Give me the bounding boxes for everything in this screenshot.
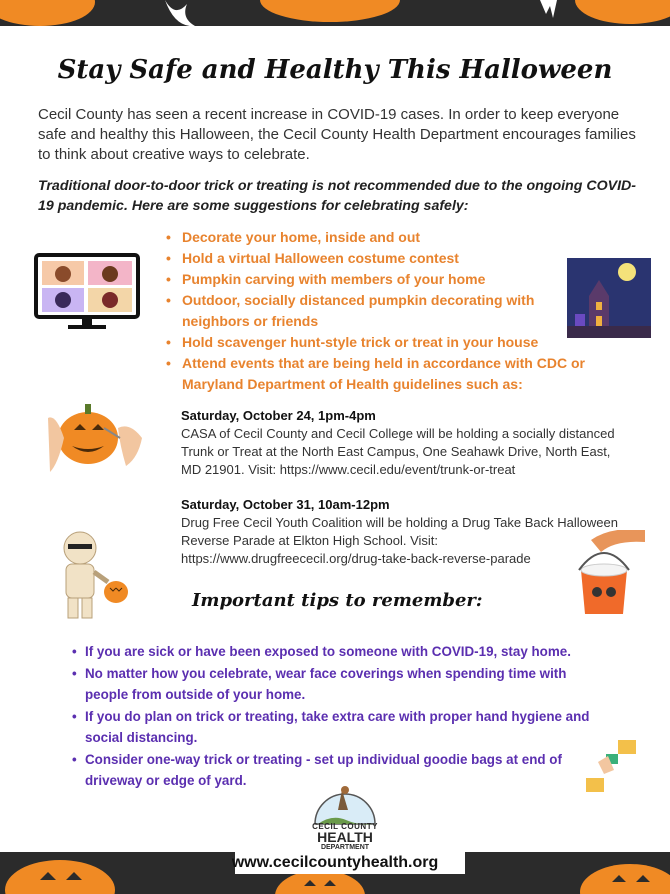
intro-paragraph: Cecil County has seen a recent increase in COVID-19 cases. In order to keep everyone safe and healthy this Halloween, the Cecil County Health Department encourages families to think about creative ways to celebrate.	[38, 106, 636, 163]
event-date: Saturday, October 24, 1pm-4pm	[181, 408, 376, 423]
pumpkin-carving-illustration	[48, 398, 144, 472]
health-department-logo	[310, 780, 380, 826]
candy-bucket-illustration	[571, 530, 647, 618]
list-item: • If you do plan on trick or treating, take extra care with proper hand hygiene and social distancing.	[70, 706, 610, 749]
video-call-monitor-illustration	[34, 253, 140, 333]
website-url: www.cecilcountyhealth.org	[231, 854, 439, 871]
event-description: CASA of Cecil County and Cecil College will be holding a socially distanced Trunk or Treat at the North East Campus, One Seahawk Drive, North East, MD 21901. Visit: https://www.cecil.edu/event/trunk-or-treat	[181, 426, 615, 477]
suggestions-list	[164, 227, 604, 395]
list-item: • Hold scavenger hunt-style trick or treat in your house	[164, 332, 604, 353]
list-item: • Attend events that are being held in accordance with CDC or Maryland Department of Health guidelines such as:	[164, 353, 604, 395]
top-decorative-band	[0, 0, 670, 26]
event-description: Drug Free Cecil Youth Coalition will be holding a Drug Take Back Halloween Reverse Parade at Elkton High School. Visit: https://www.drugfreececil.org/drug-take-back-reverse-parade	[181, 515, 618, 566]
tips-title: Important tips to remember:	[192, 590, 483, 611]
health-department-logo-text	[300, 822, 390, 852]
event-october-31	[181, 496, 631, 568]
mummy-illustration	[52, 528, 132, 620]
page-title: Stay Safe and Healthy This Halloween	[57, 55, 613, 85]
logo-line-2: HEALTH	[317, 829, 373, 845]
list-item: • Outdoor, socially distanced pumpkin decorating with neighbors or friends	[164, 290, 604, 332]
list-item: • Hold a virtual Halloween costume contest	[164, 248, 604, 269]
pumpkin-border-top	[0, 0, 670, 26]
event-october-24	[181, 407, 631, 479]
notice-paragraph: Traditional door-to-door trick or treating is not recommended due to the ongoing COVID-19 pandemic. Here are some suggestions for celebrating safely:	[38, 178, 636, 214]
list-item: • If you are sick or have been exposed to someone with COVID-19, stay home.	[70, 641, 610, 663]
list-item: • Decorate your home, inside and out	[164, 227, 604, 248]
tips-list	[70, 641, 610, 792]
list-item: • Pumpkin carving with members of your home	[164, 269, 604, 290]
haunted-house-illustration	[567, 258, 651, 338]
event-date: Saturday, October 31, 10am-12pm	[181, 497, 390, 512]
logo-line-3: DEPARTMENT	[320, 844, 370, 851]
list-item: • No matter how you celebrate, wear face coverings when spending time with people from outside of your home.	[70, 663, 610, 706]
goodie-bag-handoff-illustration	[584, 738, 640, 794]
logo-line-1: CECIL COUNTY	[312, 822, 378, 831]
list-item: • Consider one-way trick or treating - set up individual goodie bags at end of driveway or edge of yard.	[70, 749, 610, 792]
